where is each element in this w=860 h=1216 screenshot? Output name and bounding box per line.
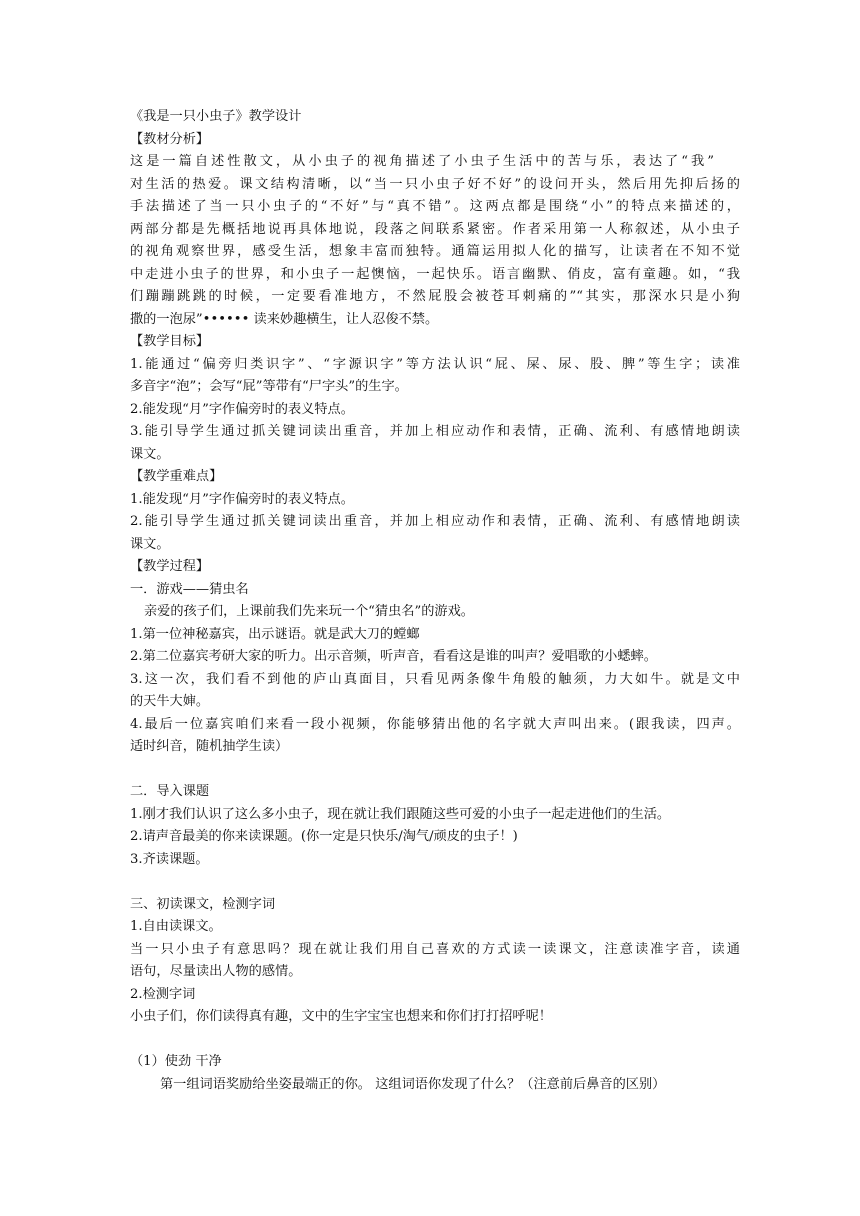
list-item-continuation: 课文。 xyxy=(130,446,170,462)
paragraph-line: 亲爱的孩子们，上课前我们先来玩一个“猜虫名”的游戏。 xyxy=(144,604,474,619)
list-item: 3.这一次，我们看不到他的庐山真面目，只看见两条像牛角般的触须，力大如牛。就是文中 xyxy=(130,671,740,687)
paragraph-line: 这是一篇自述性散文，从小虫子的视角描述了小虫子生活中的苦与乐，表达了“我” xyxy=(130,154,714,169)
paragraph-line: 两部分都是先概括地说再具体地说，段落之间联系紧密。作者采用第一人称叙述，从小虫子 xyxy=(130,221,740,237)
paragraph-line: 对生活的热爱。课文结构清晰，以“当一只小虫子好不好”的设问开头，然后用先抑后扬的 xyxy=(130,176,740,192)
section-heading-key-points: 【教学重难点】 xyxy=(130,469,223,484)
list-item: 3.能引导学生通过抓关键词读出重音，并加上相应动作和表情，正确、流利、有感情地朗读 xyxy=(130,424,740,439)
subsection-heading-game: 一．游戏——猜虫名 xyxy=(130,581,249,597)
list-item-continuation: 课文。 xyxy=(130,536,170,552)
list-item: 2.第二位嘉宾考研大家的听力。出示音频，听声音，看看这是谁的叫声？爱唱歌的小蟋蟀。 xyxy=(130,649,657,664)
document-page xyxy=(130,106,740,1096)
paragraph-line: 们蹦蹦跳跳的时候，一定要看准地方，不然屁股会被苍耳刺痛的”“其实，那深水只是小狗 xyxy=(130,289,740,304)
list-item: 1.能发现“月”字作偏旁时的表义特点。 xyxy=(130,491,354,507)
section-heading-teaching-goals: 【教学目标】 xyxy=(130,334,210,349)
blank-line xyxy=(130,759,740,782)
paragraph-line: 当一只小虫子有意思吗？现在就让我们用自己喜欢的方式读一读课文，注意读准字音，读通 xyxy=(130,941,740,957)
list-item: 3.齐读课题。 xyxy=(130,851,209,867)
list-item: 2.请声音最美的你来读课题。(你一定是只快乐/淘气/顽皮的虫子！) xyxy=(130,829,518,844)
subsection-heading-intro: 二．导入课题 xyxy=(130,784,210,799)
list-item-continuation: 适时纠音，随机抽学生读） xyxy=(130,739,289,754)
list-item-continuation: 的天牛大婶。 xyxy=(130,694,210,709)
sub-item-heading: （1）使劲 干净 xyxy=(130,1054,222,1069)
list-item: 2.能引导学生通过抓关键词读出重音，并加上相应动作和表情，正确、流利、有感情地朗读 xyxy=(130,514,740,529)
list-item: 1.能通过“偏旁归类识字”、“字源识字”等方法认识“屁、屎、尿、股、脾”等生字；读准 xyxy=(130,356,740,372)
list-item: 1.第一位神秘嘉宾，出示谜语。就是武大刀的螳螂 xyxy=(130,626,420,642)
paragraph-line: 撒的一泡尿”•••••• 读来妙趣横生，让人忍俊不禁。 xyxy=(130,311,439,327)
list-item: 2.能发现“月”字作偏旁时的表义特点。 xyxy=(130,401,354,417)
list-item: 2.检测字词 xyxy=(130,986,196,1002)
doc-title: 《我是一只小虫子》教学设计 xyxy=(130,109,302,124)
paragraph-line: 手法描述了当一只小虫子的“不好”与“真不错”。这两点都是围绕“小”的特点来描述的， xyxy=(130,199,740,214)
paragraph-line: 语句，尽量读出人物的感情。 xyxy=(130,964,302,979)
paragraph-line: 第一组词语奖励给坐姿最端正的你。 这组词语你发现了什么？（注意前后鼻音的区别） xyxy=(160,1076,666,1092)
paragraph-line: 的视角观察世界，感受生活，想象丰富而独特。通篇运用拟人化的描写，让读者在不知不觉 xyxy=(130,244,740,259)
section-heading-teaching-process: 【教学过程】 xyxy=(130,559,210,574)
blank-line xyxy=(130,871,740,894)
paragraph-line: 小虫子们，你们读得真有趣，文中的生字宝宝也想来和你们打打招呼呢！ xyxy=(130,1009,552,1024)
list-item-continuation: 多音字“泡”；会写“屁”等带有“尸字头”的生字。 xyxy=(130,379,408,394)
list-item: 4.最后一位嘉宾咱们来看一段小视频，你能够猜出他的名字就大声叫出来。(跟我读，四声。 xyxy=(130,716,740,732)
list-item: 1.自由读课文。 xyxy=(130,919,222,934)
paragraph-line: 中走进小虫子的世界，和小虫子一起懊恼，一起快乐。语言幽默、俏皮，富有童趣。如，“我 xyxy=(130,266,740,282)
list-item: 1.刚才我们认识了这么多小虫子，现在就让我们跟随这些可爱的小虫子一起走进他们的生活。 xyxy=(130,806,671,822)
blank-line xyxy=(130,1029,740,1052)
section-heading-material-analysis: 【教材分析】 xyxy=(130,131,210,147)
subsection-heading-first-reading: 三、初读课文，检测字词 xyxy=(130,896,276,912)
